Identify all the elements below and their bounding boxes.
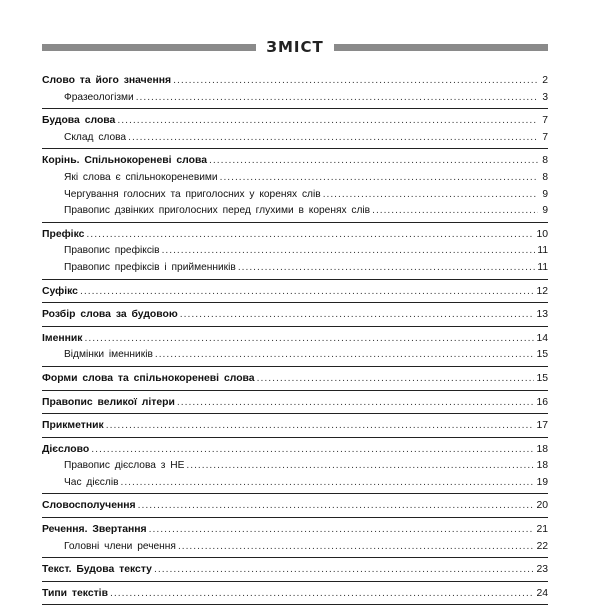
toc-section	[42, 371, 548, 391]
toc-section	[42, 562, 548, 582]
chapter-title: Форми слова та спільнокореневі слова	[42, 372, 255, 384]
table-of-contents	[42, 73, 548, 609]
toc-subentry[interactable]	[42, 203, 548, 220]
dot-leader	[106, 418, 535, 435]
dot-leader	[136, 90, 538, 107]
toc-section	[42, 498, 548, 518]
page-number: 11	[537, 261, 548, 273]
toc-chapter-entry[interactable]	[42, 227, 548, 244]
subentry-title: Правопис дзвінких приголосних перед глухими в коренях слів	[64, 205, 371, 217]
dot-leader	[323, 187, 538, 204]
chapter-title: Словосполучення	[42, 500, 136, 512]
header-right-rule	[334, 44, 548, 51]
dot-leader	[238, 260, 536, 277]
page-number: 17	[536, 420, 548, 432]
toc-subentry[interactable]	[42, 458, 548, 475]
page-number: 20	[536, 500, 548, 512]
page-number: 15	[536, 372, 548, 384]
toc-section	[42, 586, 548, 606]
dot-leader	[372, 203, 538, 220]
chapter-title: Речення. Звертання	[42, 524, 147, 536]
toc-subentry[interactable]	[42, 260, 548, 277]
toc-chapter-entry[interactable]	[42, 522, 548, 539]
page-number: 16	[536, 396, 548, 408]
toc-section	[42, 284, 548, 304]
toc-subentry[interactable]	[42, 347, 548, 364]
toc-chapter-entry[interactable]	[42, 442, 548, 459]
page-number: 18	[536, 443, 548, 455]
toc-section	[42, 113, 548, 149]
dot-leader	[121, 475, 535, 492]
chapter-title: Правопис великої літери	[42, 396, 175, 408]
chapter-title: Дієслово	[42, 443, 90, 455]
toc-chapter-entry[interactable]	[42, 586, 548, 603]
toc-subentry[interactable]	[42, 90, 548, 107]
toc-section	[42, 442, 548, 495]
dot-leader	[91, 442, 534, 459]
subentry-title: Час дієслів	[64, 476, 119, 488]
subentry-title: Відмінки іменників	[64, 349, 153, 361]
toc-section	[42, 522, 548, 558]
toc-chapter-entry[interactable]	[42, 562, 548, 579]
dot-leader	[178, 539, 535, 556]
toc-section	[42, 395, 548, 415]
subentry-title: Правопис дієслова з НЕ	[64, 460, 185, 472]
chapter-title: Розбір слова за будовою	[42, 309, 178, 321]
subentry-title: Фразеологізми	[64, 91, 134, 103]
dot-leader	[85, 331, 535, 348]
page-number: 11	[537, 245, 548, 257]
page-number: 23	[536, 564, 548, 576]
subentry-title: Склад слова	[64, 131, 127, 143]
dot-leader	[173, 73, 538, 90]
dot-leader	[186, 458, 534, 475]
dot-leader	[138, 498, 535, 515]
page-number: 24	[536, 587, 548, 599]
header-left-rule	[42, 44, 256, 51]
page-number: 22	[536, 540, 548, 552]
dot-leader	[128, 130, 538, 147]
toc-subentry[interactable]	[42, 539, 548, 556]
dot-leader	[86, 227, 534, 244]
chapter-title: Прикметник	[42, 420, 104, 432]
page-number: 10	[536, 228, 548, 240]
dot-leader	[117, 113, 538, 130]
toc-chapter-entry[interactable]	[42, 284, 548, 301]
page-title: ЗМІСТ	[266, 38, 324, 56]
toc-subentry[interactable]	[42, 475, 548, 492]
toc-chapter-entry[interactable]	[42, 418, 548, 435]
subentry-title: Головні члени речення	[64, 540, 176, 552]
chapter-title: Іменник	[42, 332, 83, 344]
subentry-title: Чергування голосних та приголосних у коренях слів	[64, 188, 321, 200]
toc-subentry[interactable]	[42, 187, 548, 204]
subentry-title: Які слова є спільнокореневими	[64, 171, 218, 183]
chapter-title: Префікс	[42, 228, 85, 240]
toc-section	[42, 418, 548, 438]
dot-leader	[80, 284, 534, 301]
toc-chapter-entry[interactable]	[42, 73, 548, 90]
toc-section	[42, 73, 548, 109]
page-number: 15	[536, 349, 548, 361]
chapter-title: Типи текстів	[42, 587, 108, 599]
subentry-title: Правопис префіксів і прийменників	[64, 261, 236, 273]
dot-leader	[257, 371, 535, 388]
dot-leader	[110, 586, 534, 603]
dot-leader	[209, 153, 538, 170]
subentry-title: Правопис префіксів	[64, 245, 160, 257]
toc-subentry[interactable]	[42, 130, 548, 147]
page-number: 12	[536, 285, 548, 297]
page-number: 9	[542, 205, 548, 217]
toc-chapter-entry[interactable]	[42, 371, 548, 388]
toc-chapter-entry[interactable]	[42, 331, 548, 348]
page-number: 2	[542, 75, 548, 86]
toc-chapter-entry[interactable]	[42, 498, 548, 515]
dot-leader	[177, 395, 535, 412]
dot-leader	[155, 347, 535, 364]
page-number: 19	[536, 476, 548, 488]
page-number: 18	[536, 460, 548, 472]
chapter-title: Текст. Будова тексту	[42, 564, 152, 576]
chapter-title: Слово та його значення	[42, 75, 172, 86]
toc-subentry[interactable]	[42, 243, 548, 260]
toc-section	[42, 153, 548, 222]
toc-chapter-entry[interactable]	[42, 153, 548, 170]
page-number: 14	[536, 332, 548, 344]
toc-subentry[interactable]	[42, 170, 548, 187]
page-number: 7	[542, 115, 548, 127]
page-number: 3	[542, 91, 548, 103]
dot-leader	[149, 522, 535, 539]
dot-leader	[154, 562, 534, 579]
dot-leader	[162, 243, 536, 260]
page-number: 21	[536, 524, 548, 536]
toc-section	[42, 331, 548, 367]
contents-header	[42, 36, 548, 58]
page-number: 7	[542, 131, 548, 143]
toc-section	[42, 227, 548, 280]
page-number: 8	[542, 171, 548, 183]
page-number: 9	[542, 188, 548, 200]
page-number: 13	[536, 309, 548, 321]
chapter-title: Корінь. Спільнокореневі слова	[42, 155, 208, 167]
chapter-title: Суфікс	[42, 285, 78, 297]
dot-leader	[220, 170, 538, 187]
toc-chapter-entry[interactable]	[42, 113, 548, 130]
chapter-title: Будова слова	[42, 115, 116, 127]
toc-section	[42, 307, 548, 327]
page-number: 8	[542, 155, 548, 167]
toc-chapter-entry[interactable]	[42, 395, 548, 412]
dot-leader	[180, 307, 535, 324]
toc-chapter-entry[interactable]	[42, 307, 548, 324]
